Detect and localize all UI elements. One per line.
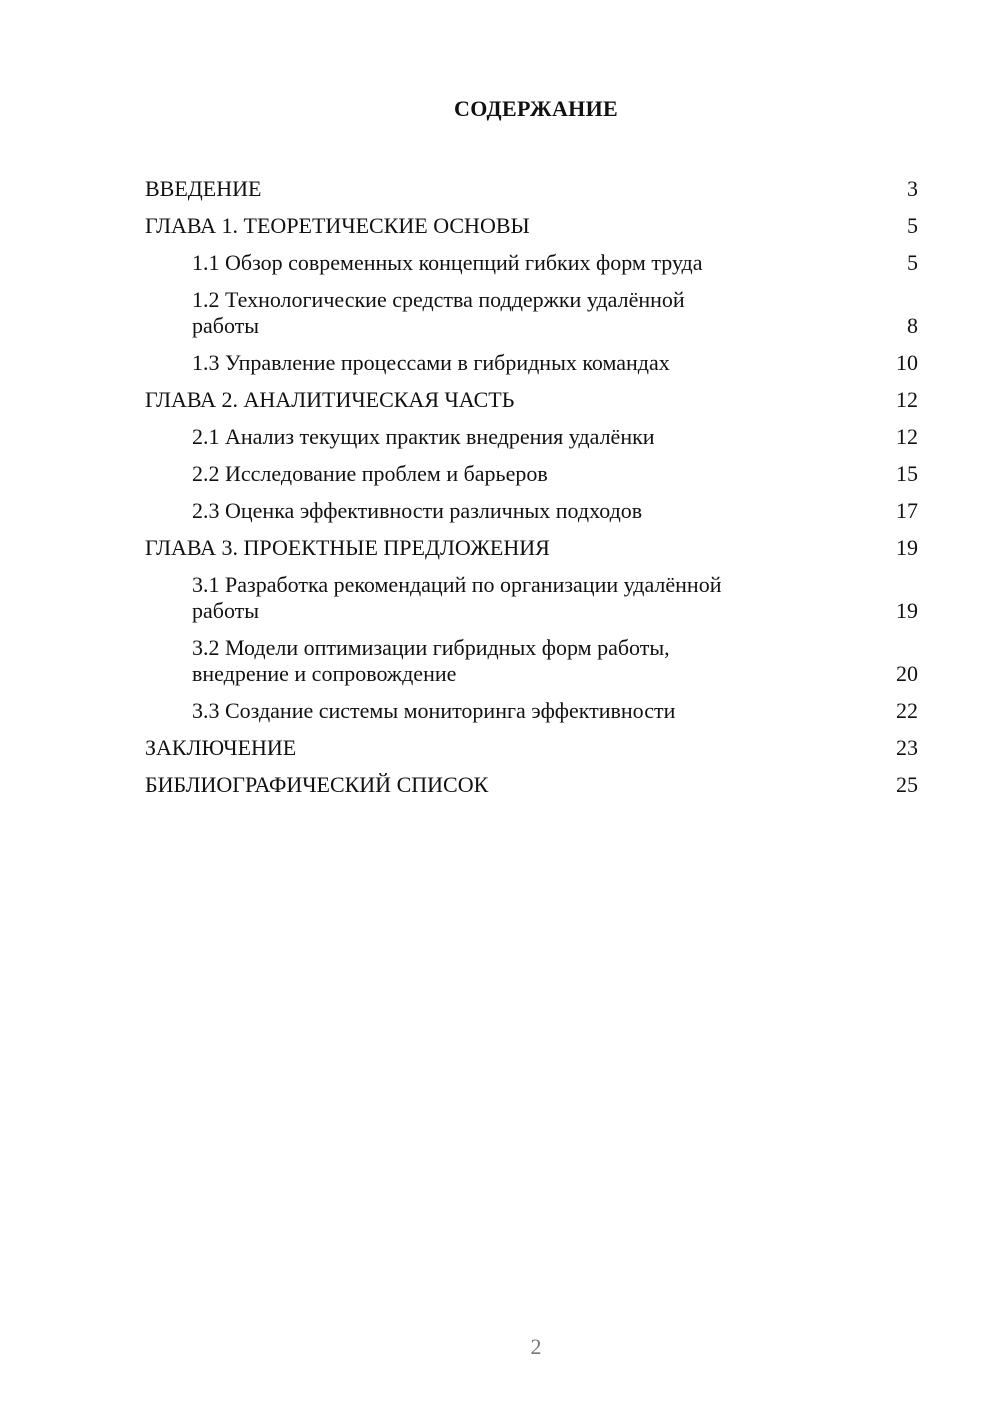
toc-entry-section-1-2[interactable] (145, 281, 918, 344)
toc-entry-label: 1.2 Технологические средства поддержки удалённой работы (192, 286, 685, 338)
toc-entry-page: 23 (896, 734, 918, 760)
toc-entry-section-1-1[interactable] (145, 244, 918, 281)
toc-entry-label: 1.3 Управление процессами в гибридных командах (192, 349, 670, 375)
toc-entry-label: 1.1 Обзор современных концепций гибких форм труда (192, 249, 703, 275)
toc-entry-introduction[interactable] (145, 170, 918, 207)
toc-entry-page: 19 (896, 534, 918, 560)
toc-entry-page: 15 (896, 460, 918, 486)
toc-entry-label: 2.1 Анализ текущих практик внедрения удалёнки (192, 423, 655, 449)
toc-entry-page: 20 (896, 660, 918, 686)
toc-entry-page: 19 (896, 597, 918, 623)
toc-entry-page: 22 (896, 697, 918, 723)
toc-entry-label: БИБЛИОГРАФИЧЕСКИЙ СПИСОК (145, 771, 489, 797)
toc-entry-page: 17 (896, 497, 918, 523)
toc-entry-page: 8 (907, 312, 918, 338)
toc-entry-section-1-3[interactable] (145, 344, 918, 381)
toc-entry-label: 2.2 Исследование проблем и барьеров (192, 460, 548, 486)
toc-entry-page: 3 (907, 175, 918, 201)
toc-entry-label: ВВЕДЕНИЕ (145, 175, 262, 201)
toc-entry-bibliography[interactable] (145, 766, 918, 803)
toc-entry-section-2-3[interactable] (145, 492, 918, 529)
table-of-contents (145, 170, 918, 803)
toc-entry-section-2-2[interactable] (145, 455, 918, 492)
toc-entry-label: 3.1 Разработка рекомендаций по организации удалённой работы (192, 571, 722, 623)
toc-entry-conclusion[interactable] (145, 729, 918, 766)
toc-entry-page: 25 (896, 771, 918, 797)
toc-entry-label: 2.3 Оценка эффективности различных подходов (192, 497, 643, 523)
toc-entry-page: 10 (896, 349, 918, 375)
page-number: 2 (530, 1334, 542, 1359)
toc-entry-label: 3.3 Создание системы мониторинга эффективности (192, 697, 676, 723)
toc-entry-page: 12 (896, 386, 918, 412)
page-title: СОДЕРЖАНИЕ (454, 96, 618, 121)
toc-entry-chapter-3[interactable] (145, 529, 918, 566)
toc-entry-section-3-1[interactable] (145, 566, 918, 629)
toc-entry-label: ГЛАВА 1. ТЕОРЕТИЧЕСКИЕ ОСНОВЫ (145, 212, 530, 238)
toc-entry-label: 3.2 Модели оптимизации гибридных форм работы, внедрение и сопровождение (192, 634, 670, 686)
toc-entry-label: ЗАКЛЮЧЕНИЕ (145, 734, 297, 760)
toc-entry-section-3-2[interactable] (145, 629, 918, 692)
toc-entry-page: 5 (907, 249, 918, 275)
toc-entry-chapter-2[interactable] (145, 381, 918, 418)
toc-entry-chapter-1[interactable] (145, 207, 918, 244)
toc-entry-label: ГЛАВА 3. ПРОЕКТНЫЕ ПРЕДЛОЖЕНИЯ (145, 534, 550, 560)
toc-entry-page: 12 (896, 423, 918, 449)
toc-entry-page: 5 (907, 212, 918, 238)
toc-entry-section-2-1[interactable] (145, 418, 918, 455)
toc-entry-label: ГЛАВА 2. АНАЛИТИЧЕСКАЯ ЧАСТЬ (145, 386, 515, 412)
toc-entry-section-3-3[interactable] (145, 692, 918, 729)
